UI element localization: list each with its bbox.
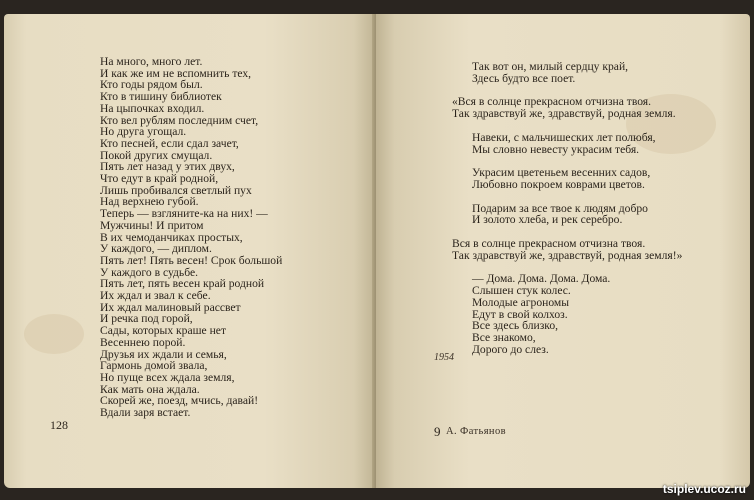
poem-line: Вдали заря встает. xyxy=(100,406,191,420)
poem-line: — Дома. Дома. Дома. Дома. xyxy=(472,272,611,286)
poem-line: Теперь — взгляните-ка на них! — xyxy=(100,207,268,221)
poem-line: Едут в свой колхоз. xyxy=(472,307,568,321)
poem-line: На много, много лет. xyxy=(100,55,203,68)
left-poem-text xyxy=(100,56,282,419)
poem-line: У каждого, — диплом. xyxy=(100,242,212,256)
poem-line: И речка под горой, xyxy=(100,312,193,326)
poem-line: Как мать она ждала. xyxy=(100,382,200,396)
poem-line: Весеннею порой. xyxy=(100,335,186,349)
poem-line: Здесь будто все поет. xyxy=(472,71,576,85)
poem-line: Покой других смущал. xyxy=(100,148,213,162)
poem-line: Их ждал и звал к себе. xyxy=(100,289,211,303)
author-signature: А. Фатьянов xyxy=(446,426,506,437)
poem-line: Кто песней, если сдал зачет, xyxy=(100,136,239,150)
poem-line: Но друга угощал. xyxy=(100,125,187,139)
poem-line: Гармонь домой звала, xyxy=(100,359,208,373)
poem-line: На цыпочках входил. xyxy=(100,101,205,115)
poem-line: Слышен стук колес. xyxy=(472,284,571,298)
poem-line: Кто вел рублям последним счет, xyxy=(100,113,259,127)
poem-line: Друзья их ждали и семья, xyxy=(100,347,227,361)
page-number-right: 9 xyxy=(434,424,441,439)
poem-line: Над верхнею губой. xyxy=(100,195,199,209)
poem-line: Лишь пробивался светлый пух xyxy=(100,183,252,197)
stanza-gap xyxy=(452,191,682,203)
page-number-left: 128 xyxy=(50,418,68,432)
poem-line: Пять лет назад у этих двух, xyxy=(100,160,235,174)
poem-line: Что едут в край родной, xyxy=(100,172,219,186)
site-watermark: tsiplev.ucoz.ru xyxy=(662,482,746,496)
poem-line: Пять лет! Пять весен! Срок большой xyxy=(100,253,283,267)
poem-line: «Вся в солнце прекрасном отчизна твоя. xyxy=(452,95,652,109)
poem-line: Кто годы рядом был. xyxy=(100,78,203,92)
poem-line: Мужчины! И притом xyxy=(100,218,204,232)
poem-line: Сады, которых краше нет xyxy=(100,324,227,338)
poem-line: Навеки, с мальчишеских лет полюбя, xyxy=(472,130,656,144)
poem-line: И золото хлеба, и рек серебро. xyxy=(472,213,623,227)
poem-line: Подарим за все твое к людям добро xyxy=(472,201,648,215)
poem-line: Дорого до слез. xyxy=(472,342,549,356)
poem-line: Вся в солнце прекрасном отчизна твоя. xyxy=(452,237,646,251)
poem-line: В их чемоданчиках простых, xyxy=(100,230,243,244)
poem-line: И как же им не вспомнить тех, xyxy=(100,66,252,80)
poem-line: Мы словно невесту украсим тебя. xyxy=(472,142,640,156)
poem-line: Любовно покроем коврами цветов. xyxy=(472,177,645,191)
poem-line: Скорей же, поезд, мчись, давай! xyxy=(100,394,259,408)
stanza-gap xyxy=(452,120,682,132)
poem-line: Так здравствуй же, здравствуй, родная земля. xyxy=(452,107,676,121)
paper-stain xyxy=(24,314,84,354)
poem-line: Кто в тишину библиотек xyxy=(100,90,222,104)
poem-line: Все здесь близко, xyxy=(472,319,559,333)
poem-line: Молодые агрономы xyxy=(472,295,570,309)
poem-line: Все знакомо, xyxy=(472,330,536,344)
poem-line: Украсим цветеньем весенних садов, xyxy=(472,166,651,180)
poem-line: Пять лет, пять весен край родной xyxy=(100,277,265,291)
poem-line: Их ждал малиновый рассвет xyxy=(100,300,241,314)
poem-line: Так вот он, милый сердцу край, xyxy=(472,60,629,73)
poem-line: Так здравствуй же, здравствуй, родная земля!» xyxy=(452,248,683,262)
poem-line: Но пуще всех ждала земля, xyxy=(100,370,235,384)
right-poem-text xyxy=(452,61,682,355)
poem-year: 1954 xyxy=(434,352,454,363)
poem-line: У каждого в судьбе. xyxy=(100,265,198,279)
